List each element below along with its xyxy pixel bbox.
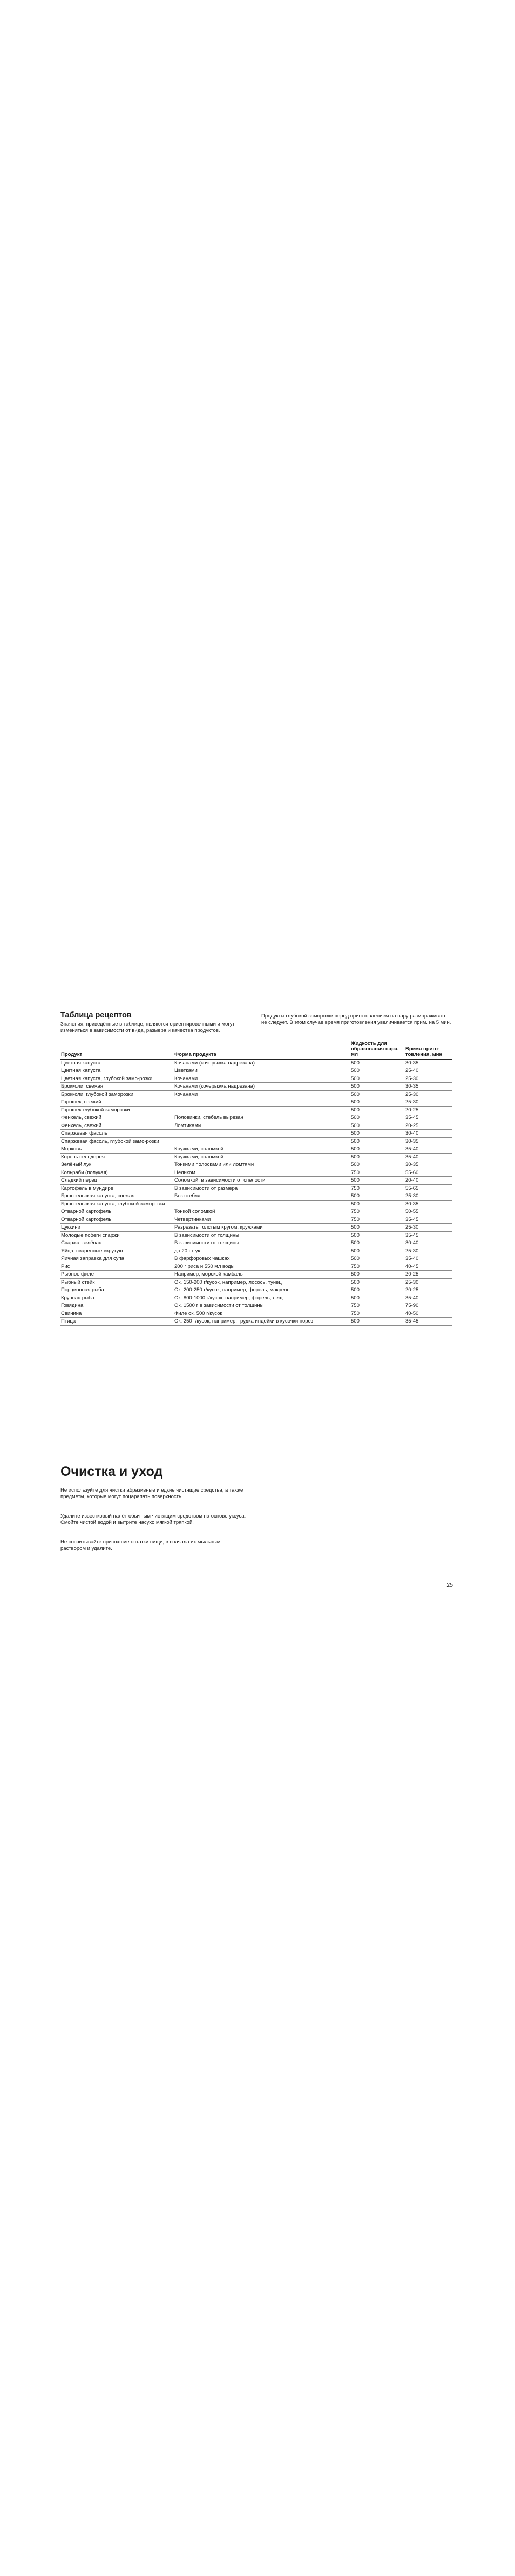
header-liquid: Жидкость для образования пара, мл: [350, 1041, 405, 1059]
liquid-cell: 750: [350, 1263, 405, 1271]
product-cell: Отварной картофель: [60, 1208, 174, 1216]
table-row: [60, 1216, 452, 1224]
liquid-cell: 500: [350, 1130, 405, 1138]
table-row: [60, 1122, 452, 1130]
product-cell: Отварной картофель: [60, 1216, 174, 1224]
time-cell: 25-30: [405, 1278, 452, 1286]
form-cell: до 20 штук: [174, 1247, 350, 1255]
time-cell: 30-40: [405, 1130, 452, 1138]
recipe-table: [60, 1041, 452, 1326]
form-cell: [174, 1098, 350, 1107]
form-cell: Ок. 200-250 г/кусок, например, форель, макрель: [174, 1286, 350, 1294]
product-cell: Фенхель, свежий: [60, 1114, 174, 1122]
form-cell: В зависимости от толщины: [174, 1239, 350, 1247]
header-time: Время приго-товления, мин: [405, 1041, 452, 1059]
liquid-cell: 500: [350, 1059, 405, 1067]
time-cell: 30-35: [405, 1161, 452, 1169]
product-cell: Цветная капуста: [60, 1067, 174, 1075]
table-row: [60, 1075, 452, 1083]
form-cell: [174, 1130, 350, 1138]
product-cell: Свинина: [60, 1310, 174, 1318]
form-cell: Филе ок. 500 г/кусок: [174, 1310, 350, 1318]
product-cell: Картофель в мундире: [60, 1184, 174, 1192]
table-row: [60, 1177, 452, 1185]
care-heading: Очистка и уход: [60, 1464, 163, 1479]
table-row: [60, 1067, 452, 1075]
time-cell: 35-40: [405, 1294, 452, 1302]
table-row: [60, 1302, 452, 1310]
form-cell: Тонкой соломкой: [174, 1208, 350, 1216]
time-cell: 35-45: [405, 1231, 452, 1239]
product-cell: Зелёный лук: [60, 1161, 174, 1169]
product-cell: Говядина: [60, 1302, 174, 1310]
liquid-cell: 500: [350, 1145, 405, 1154]
form-cell: Ок. 1500 г в зависимости от толщины: [174, 1302, 350, 1310]
time-cell: 25-30: [405, 1192, 452, 1201]
liquid-cell: 750: [350, 1169, 405, 1177]
product-cell: Порционная рыба: [60, 1286, 174, 1294]
form-cell: Целиком: [174, 1169, 350, 1177]
form-cell: Кружками, соломкой: [174, 1153, 350, 1161]
product-cell: Спаржа, зелёная: [60, 1239, 174, 1247]
table-row: [60, 1271, 452, 1279]
table-row: [60, 1208, 452, 1216]
table-row: [60, 1106, 452, 1114]
form-cell: Четвертинками: [174, 1216, 350, 1224]
product-cell: Цветная капуста: [60, 1059, 174, 1067]
form-cell: Кружками, соломкой: [174, 1145, 350, 1154]
table-row: [60, 1200, 452, 1208]
intro-right-paragraph: Продукты глубокой заморозки перед приготовлением на пару размораживать не следует. В этом случае время приготовления увеличивается прим. на 5 мин.: [261, 1013, 451, 1026]
liquid-cell: 750: [350, 1302, 405, 1310]
time-cell: 30-35: [405, 1200, 452, 1208]
form-cell: В зависимости от размера: [174, 1184, 350, 1192]
table-row: [60, 1192, 452, 1201]
time-cell: 25-30: [405, 1090, 452, 1098]
product-cell: Корень сельдерея: [60, 1153, 174, 1161]
product-cell: Рыбный стейк: [60, 1278, 174, 1286]
time-cell: 25-30: [405, 1224, 452, 1232]
intro-left-paragraph: Значения, приведённые в таблице, являются ориентировочными и могут изменяться в зависимости от вида, размера и качества продуктов.: [60, 1021, 235, 1034]
form-cell: Ок. 800-1000 г/кусок, например, форель, лещ: [174, 1294, 350, 1302]
liquid-cell: 500: [350, 1075, 405, 1083]
time-cell: 40-50: [405, 1310, 452, 1318]
product-cell: Цуккини: [60, 1224, 174, 1232]
page-number: 25: [446, 1582, 453, 1588]
header-form: Форма продукта: [174, 1041, 350, 1059]
table-row: [60, 1224, 452, 1232]
form-cell: Ок. 150-200 г/кусок, например, лосось, тунец: [174, 1278, 350, 1286]
table-row: [60, 1310, 452, 1318]
product-cell: Горошек, свежий: [60, 1098, 174, 1107]
table-row: [60, 1263, 452, 1271]
product-cell: Брокколи, свежая: [60, 1083, 174, 1091]
product-cell: Цветная капуста, глубокой замо-розки: [60, 1075, 174, 1083]
time-cell: 20-25: [405, 1271, 452, 1279]
table-row: [60, 1059, 452, 1067]
form-cell: Кочанами: [174, 1075, 350, 1083]
time-cell: 25-40: [405, 1067, 452, 1075]
time-cell: 30-40: [405, 1239, 452, 1247]
product-cell: Брюссельская капуста, свежая: [60, 1192, 174, 1201]
liquid-cell: 500: [350, 1200, 405, 1208]
table-row: [60, 1255, 452, 1263]
time-cell: 30-35: [405, 1137, 452, 1145]
time-cell: 30-35: [405, 1083, 452, 1091]
product-cell: Спаржевая фасоль: [60, 1130, 174, 1138]
form-cell: [174, 1106, 350, 1114]
product-cell: Брюссельская капуста, глубокой заморозки: [60, 1200, 174, 1208]
time-cell: 35-45: [405, 1114, 452, 1122]
liquid-cell: 500: [350, 1224, 405, 1232]
table-row: [60, 1247, 452, 1255]
form-cell: Ок. 250 г/кусок, например, грудка индейки в кусочки порез: [174, 1318, 350, 1326]
time-cell: 20-40: [405, 1177, 452, 1185]
table-row: [60, 1231, 452, 1239]
table-row: [60, 1153, 452, 1161]
product-cell: Яйца, сваренные вкрутую: [60, 1247, 174, 1255]
time-cell: 35-40: [405, 1255, 452, 1263]
time-cell: 35-40: [405, 1145, 452, 1154]
liquid-cell: 500: [350, 1239, 405, 1247]
product-cell: Кольраби (полукая): [60, 1169, 174, 1177]
table-row: [60, 1090, 452, 1098]
liquid-cell: 500: [350, 1192, 405, 1201]
product-cell: Крупная рыба: [60, 1294, 174, 1302]
table-row: [60, 1130, 452, 1138]
liquid-cell: 500: [350, 1294, 405, 1302]
product-cell: Брокколи, глубокой заморозки: [60, 1090, 174, 1098]
time-cell: 50-55: [405, 1208, 452, 1216]
section-title: Таблица рецептов: [60, 1011, 132, 1020]
form-cell: Кочанами (кочерыжка надрезана): [174, 1059, 350, 1067]
table-row: [60, 1083, 452, 1091]
table-row: [60, 1137, 452, 1145]
liquid-cell: 750: [350, 1216, 405, 1224]
form-cell: [174, 1137, 350, 1145]
time-cell: 35-45: [405, 1216, 452, 1224]
table-row: [60, 1286, 452, 1294]
form-cell: Цветками: [174, 1067, 350, 1075]
time-cell: 40-45: [405, 1263, 452, 1271]
liquid-cell: 750: [350, 1184, 405, 1192]
liquid-cell: 500: [350, 1177, 405, 1185]
time-cell: 75-90: [405, 1302, 452, 1310]
form-cell: Ломтиками: [174, 1122, 350, 1130]
liquid-cell: 500: [350, 1106, 405, 1114]
liquid-cell: 500: [350, 1153, 405, 1161]
time-cell: 25-30: [405, 1247, 452, 1255]
time-cell: 35-40: [405, 1153, 452, 1161]
liquid-cell: 500: [350, 1231, 405, 1239]
table-row: [60, 1145, 452, 1154]
liquid-cell: 750: [350, 1208, 405, 1216]
form-cell: Кочанами (кочерыжка надрезана): [174, 1083, 350, 1091]
liquid-cell: 500: [350, 1122, 405, 1130]
form-cell: В зависимости от толщины: [174, 1231, 350, 1239]
table-row: [60, 1184, 452, 1192]
table-row: [60, 1161, 452, 1169]
product-cell: Морковь: [60, 1145, 174, 1154]
time-cell: 25-30: [405, 1075, 452, 1083]
table-row: [60, 1239, 452, 1247]
time-cell: 20-25: [405, 1122, 452, 1130]
liquid-cell: 500: [350, 1114, 405, 1122]
product-cell: Молодые побеги спаржи: [60, 1231, 174, 1239]
form-cell: Половинки, стебель вырезан: [174, 1114, 350, 1122]
liquid-cell: 500: [350, 1286, 405, 1294]
liquid-cell: 500: [350, 1161, 405, 1169]
form-cell: В фарфоровых чашках: [174, 1255, 350, 1263]
header-product: Продукт: [60, 1041, 174, 1059]
liquid-cell: 500: [350, 1247, 405, 1255]
form-cell: 200 г риса и 550 мл воды: [174, 1263, 350, 1271]
liquid-cell: 750: [350, 1310, 405, 1318]
table-row: [60, 1318, 452, 1326]
table-row: [60, 1114, 452, 1122]
time-cell: 25-30: [405, 1098, 452, 1107]
form-cell: Без стебля: [174, 1192, 350, 1201]
product-cell: Горошек глубокой заморозки: [60, 1106, 174, 1114]
liquid-cell: 500: [350, 1255, 405, 1263]
table-row: [60, 1098, 452, 1107]
liquid-cell: 500: [350, 1067, 405, 1075]
table-header-row: [60, 1041, 452, 1059]
product-cell: Рыбное филе: [60, 1271, 174, 1279]
time-cell: 55-65: [405, 1184, 452, 1192]
table-row: [60, 1294, 452, 1302]
time-cell: 20-25: [405, 1286, 452, 1294]
form-cell: Кочанами: [174, 1090, 350, 1098]
table-row: [60, 1169, 452, 1177]
liquid-cell: 500: [350, 1137, 405, 1145]
liquid-cell: 500: [350, 1098, 405, 1107]
time-cell: 55-60: [405, 1169, 452, 1177]
product-cell: Яичная заправка для супа: [60, 1255, 174, 1263]
time-cell: 35-45: [405, 1318, 452, 1326]
form-cell: Разрезать толстым кругом, кружками: [174, 1224, 350, 1232]
liquid-cell: 500: [350, 1278, 405, 1286]
liquid-cell: 500: [350, 1271, 405, 1279]
product-cell: Сладкий перец: [60, 1177, 174, 1185]
care-paragraph-3: Не сосчитывайте присохшие остатки пищи, в сначала их мыльным раствором и удалите.: [60, 1539, 221, 1552]
product-cell: Птица: [60, 1318, 174, 1326]
form-cell: Например, морской камбалы: [174, 1271, 350, 1279]
product-cell: Спаржевая фасоль, глубокой замо-розки: [60, 1137, 174, 1145]
care-paragraph-1: Не используйте для чистки абразивные и едкие чистящие средства, а также предметы, которые могут поцарапать поверхность.: [60, 1487, 243, 1500]
product-cell: Рис: [60, 1263, 174, 1271]
form-cell: Тонкими полосками или ломтями: [174, 1161, 350, 1169]
table-row: [60, 1278, 452, 1286]
liquid-cell: 500: [350, 1090, 405, 1098]
form-cell: [174, 1200, 350, 1208]
time-cell: 30-35: [405, 1059, 452, 1067]
time-cell: 20-25: [405, 1106, 452, 1114]
form-cell: Соломкой, в зависимости от спелости: [174, 1177, 350, 1185]
care-paragraph-2: Удалите известковый налёт обычным чистящим средством на основе уксуса. Смойте чистой водой и вытрите насухо мягкой тряпкой.: [60, 1513, 246, 1526]
liquid-cell: 500: [350, 1318, 405, 1326]
liquid-cell: 500: [350, 1083, 405, 1091]
recipe-table-body: [60, 1059, 452, 1325]
product-cell: Фенхель, свежий: [60, 1122, 174, 1130]
